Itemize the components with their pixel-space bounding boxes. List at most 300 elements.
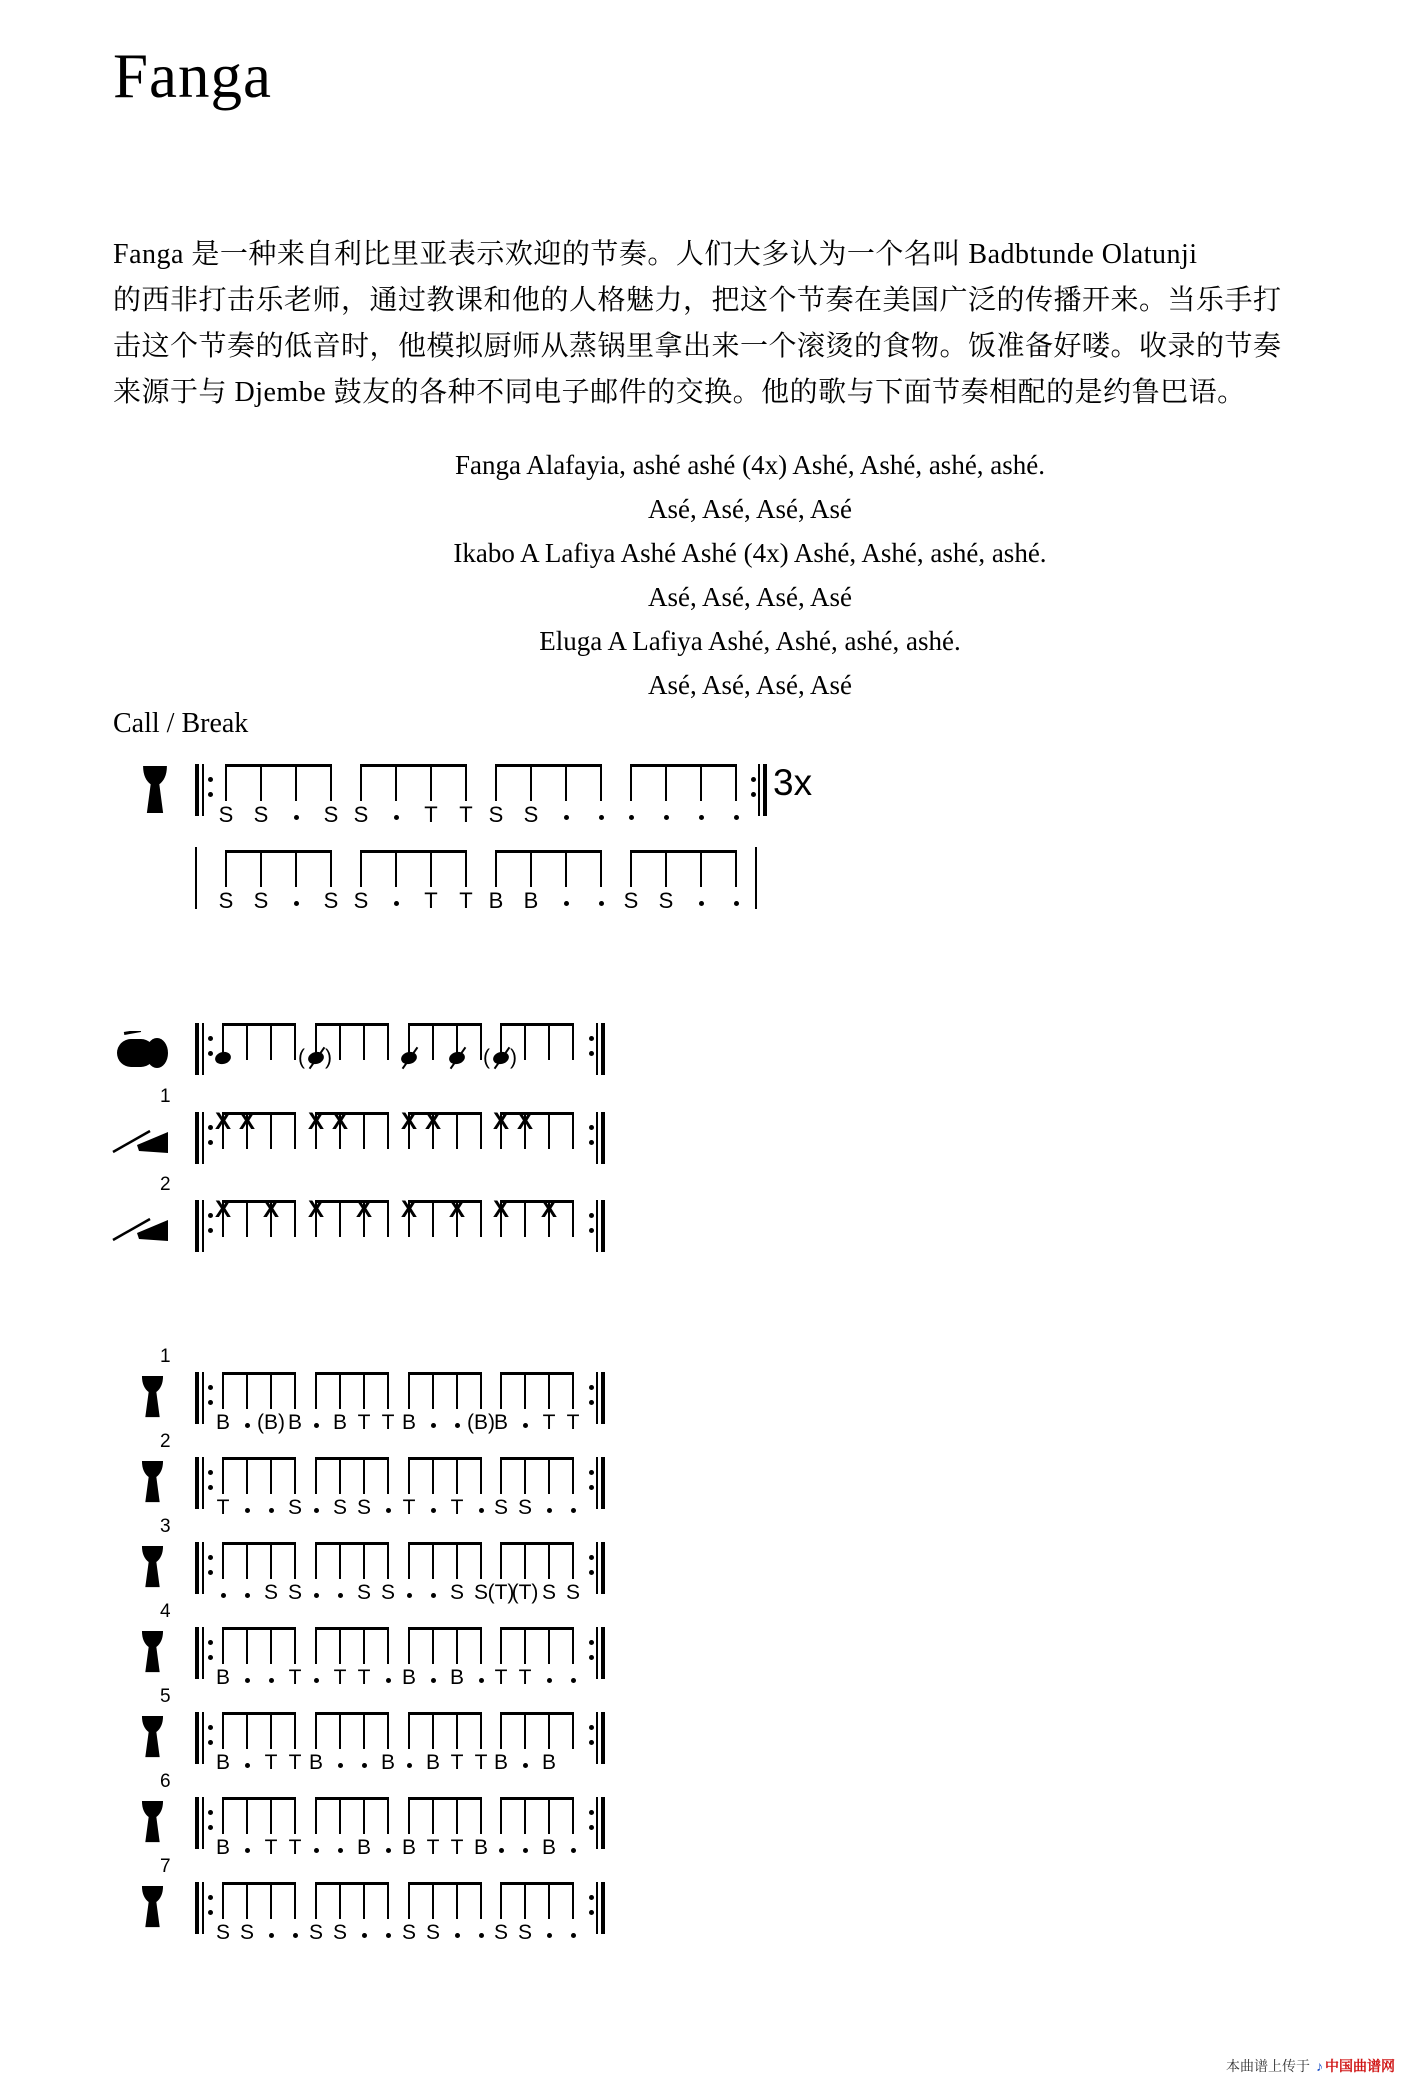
rest-dot — [571, 1678, 576, 1683]
rest-dot — [314, 1423, 319, 1428]
note-stem — [339, 1460, 341, 1494]
rest-dot — [338, 1593, 343, 1598]
note-stem — [408, 1375, 410, 1409]
note-stem — [408, 1630, 410, 1664]
rest-dot — [564, 901, 569, 906]
note-stem — [246, 1715, 248, 1749]
note-stem — [665, 853, 667, 887]
note-stem — [430, 853, 432, 887]
note-stem — [480, 1375, 482, 1409]
barline — [596, 1023, 598, 1075]
note-stem — [432, 1026, 434, 1060]
note-stem — [465, 853, 467, 887]
ghost-paren: ( — [298, 1046, 305, 1069]
beam-group — [214, 1196, 296, 1245]
bell-stroke-x: X — [214, 1108, 231, 1135]
note-stem — [360, 853, 362, 887]
note-stem — [456, 1115, 458, 1149]
note-stem — [500, 1800, 502, 1834]
stroke-letter: T — [426, 1836, 440, 1859]
note-stem — [294, 1545, 296, 1579]
beam-group — [400, 1196, 482, 1245]
barline — [195, 1797, 199, 1849]
stroke-letter: B — [215, 1751, 230, 1774]
note-stem — [572, 1375, 574, 1409]
repeat-dot — [589, 1555, 594, 1560]
part-number: 1 — [160, 1086, 171, 1107]
note-stem — [572, 1715, 574, 1749]
repeat-dot — [589, 1140, 594, 1145]
beam-group — [307, 1108, 389, 1157]
note-stem — [270, 1460, 272, 1494]
note-stem — [408, 1460, 410, 1494]
note-stem — [480, 1115, 482, 1149]
stroke-letter: B — [541, 1836, 556, 1859]
note-stem — [700, 853, 702, 887]
rest-dot — [499, 1848, 504, 1853]
note-stem — [315, 1885, 317, 1919]
note-stem — [432, 1800, 434, 1834]
notation-row-djembe-parts-7 — [110, 1856, 1410, 1954]
stroke-letter: T — [216, 1496, 230, 1519]
note-stem — [548, 1545, 550, 1579]
beam-group — [493, 1712, 574, 1774]
repeat-dot — [589, 1228, 594, 1233]
bell-stroke-x: X — [400, 1196, 417, 1223]
rest-dot — [362, 1763, 367, 1768]
barline — [601, 1372, 605, 1424]
repeat-end-barline — [588, 1712, 610, 1764]
rest-dot — [386, 1508, 391, 1513]
beam-group — [315, 1457, 389, 1519]
note-stem — [432, 1545, 434, 1579]
stroke-letter: S — [401, 1921, 416, 1944]
rest-dot — [629, 815, 634, 820]
end-barline — [755, 847, 757, 909]
notation-row-djembe-parts-3 — [110, 1516, 1410, 1614]
note-stem — [270, 1630, 272, 1664]
repeat-dot — [589, 1213, 594, 1218]
note-stem — [530, 853, 532, 887]
note-stem — [480, 1026, 482, 1060]
stroke-letter: B — [523, 888, 539, 913]
stroke-letter: T — [264, 1751, 278, 1774]
stroke-letter: T — [402, 1496, 416, 1519]
stroke-letter: S — [332, 1496, 347, 1519]
note-stem — [500, 1460, 502, 1494]
repeat-dot — [589, 1640, 594, 1645]
stroke-letter: S — [253, 802, 269, 827]
stroke-letter: S — [356, 1496, 371, 1519]
note-stem — [270, 1800, 272, 1834]
intro-paragraph-line: 来源于与 Djembe 鼓友的各种不同电子邮件的交换。他的歌与下面节奏相配的是约鲁巴语。 — [113, 377, 1246, 408]
note-stem — [339, 1375, 341, 1409]
barline — [202, 1200, 204, 1252]
repeat-dot — [208, 1485, 213, 1490]
note-stem — [565, 853, 567, 887]
note-stem — [465, 767, 467, 801]
lyric-line: Asé, Asé, Asé, Asé — [648, 582, 852, 612]
stroke-letter: B — [380, 1751, 395, 1774]
repeat-dot — [208, 1570, 213, 1575]
stroke-letter: B — [449, 1666, 464, 1689]
note-stem — [432, 1375, 434, 1409]
rest-dot — [407, 1593, 412, 1598]
beam-group — [216, 1457, 302, 1519]
djembe-icon — [142, 766, 168, 814]
beam-group — [492, 1108, 574, 1157]
note-stem — [456, 1715, 458, 1749]
part-number: 6 — [160, 1771, 171, 1792]
stroke-letter: S — [380, 1581, 395, 1604]
repeat-end-barline — [588, 1627, 610, 1679]
stroke-letter: S — [287, 1581, 302, 1604]
part-number: 2 — [160, 1431, 171, 1452]
stroke-letter: B — [308, 1751, 323, 1774]
note-stem — [315, 1460, 317, 1494]
repeat-dot — [208, 1825, 213, 1830]
note-stem — [524, 1375, 526, 1409]
barline — [596, 1542, 598, 1594]
note-stem — [222, 1800, 224, 1834]
rest-dot — [338, 1763, 343, 1768]
note-stem — [548, 1115, 550, 1149]
stroke-letter: S — [493, 1921, 508, 1944]
note-stem — [630, 853, 632, 887]
rest-dot — [293, 1933, 298, 1938]
repeat-dot — [208, 1555, 213, 1560]
repeat-dot — [589, 1051, 594, 1056]
beam-group — [214, 1108, 296, 1157]
note-stem — [408, 1545, 410, 1579]
repeat-end-barline — [588, 1457, 610, 1509]
stroke-letter: B — [493, 1751, 508, 1774]
stroke-letter: B — [401, 1411, 416, 1434]
stroke-letter: S — [323, 802, 339, 827]
note-stem — [524, 1545, 526, 1579]
note-stem — [480, 1800, 482, 1834]
part-number: 7 — [160, 1856, 171, 1877]
notation-row-call-break — [110, 850, 1410, 922]
note-stem — [548, 1715, 550, 1749]
beam-group — [315, 1372, 395, 1434]
rest-dot — [245, 1423, 250, 1428]
barline — [601, 1200, 605, 1252]
stroke-letter: S — [253, 888, 269, 913]
rest-dot — [571, 1848, 576, 1853]
barline — [195, 1542, 199, 1594]
notation-row-accompaniment — [110, 1023, 1410, 1095]
note-stem — [363, 1115, 365, 1149]
repeat-dot — [208, 1385, 213, 1390]
repeat-dot — [208, 1051, 213, 1056]
notation-row-djembe-parts-2 — [110, 1431, 1410, 1529]
note-stem — [524, 1460, 526, 1494]
repeat-count-label: 3x — [773, 762, 813, 803]
stroke-letter: S — [425, 1921, 440, 1944]
barline — [195, 1112, 199, 1164]
repeat-end-barline — [588, 1542, 610, 1594]
rest-dot — [431, 1678, 436, 1683]
rest-dot — [245, 1763, 250, 1768]
djembe-icon — [141, 1886, 164, 1928]
footer-credit — [1226, 2056, 1395, 2076]
note-stem — [295, 767, 297, 801]
beam-group — [402, 1457, 482, 1519]
stroke-letter: B — [541, 1751, 556, 1774]
barline — [195, 764, 199, 816]
stroke-letter: (B) — [257, 1411, 285, 1434]
beam-group — [298, 1023, 389, 1069]
rest-dot — [523, 1848, 528, 1853]
intro-paragraph-line: Fanga 是一种来自利比里亚表示欢迎的节奏。人们大多认为一个名叫 Badbtunde Olatunji — [113, 239, 1198, 270]
rest-dot — [314, 1508, 319, 1513]
beam-group — [215, 1797, 302, 1859]
barline — [596, 1372, 598, 1424]
bell-stroke-x: X — [331, 1108, 348, 1135]
djembe-icon — [141, 1461, 164, 1503]
note-stem — [339, 1715, 341, 1749]
repeat-dot — [208, 1895, 213, 1900]
note-stem — [480, 1203, 482, 1237]
repeat-dot — [589, 1385, 594, 1390]
beam-group — [222, 1542, 302, 1604]
note-stem — [432, 1885, 434, 1919]
note-stem — [432, 1203, 434, 1237]
barline — [195, 1200, 199, 1252]
rest-dot — [699, 901, 704, 906]
djembe-icon — [141, 1546, 164, 1588]
note-stem — [500, 1545, 502, 1579]
note-stem — [246, 1630, 248, 1664]
ghost-paren: ) — [510, 1046, 517, 1069]
note-stem — [548, 1800, 550, 1834]
notation-row-call-break — [110, 764, 1410, 836]
note-stem — [387, 1203, 389, 1237]
stroke-letter: S — [517, 1496, 532, 1519]
note-stem — [295, 853, 297, 887]
note-stem — [432, 1715, 434, 1749]
note-stem — [387, 1115, 389, 1149]
note-stem — [387, 1026, 389, 1060]
repeat-dot — [751, 777, 756, 782]
stroke-letter: S — [332, 1921, 347, 1944]
beam-group — [308, 1712, 395, 1774]
note-stem — [339, 1203, 341, 1237]
note-stem — [600, 853, 602, 887]
stroke-letter: S — [215, 1921, 230, 1944]
rest-dot — [269, 1508, 274, 1513]
barline — [202, 1112, 204, 1164]
lyric-line: Asé, Asé, Asé, Asé — [648, 670, 852, 700]
note-stem — [408, 1885, 410, 1919]
note-stem — [315, 1375, 317, 1409]
page-title: Fanga — [113, 41, 272, 111]
repeat-dot — [208, 1470, 213, 1475]
bell-stroke-x: X — [492, 1108, 509, 1135]
repeat-dot — [589, 1125, 594, 1130]
barline — [601, 1882, 605, 1934]
note-stem — [246, 1026, 248, 1060]
shekere-shaker-icon — [116, 1031, 170, 1071]
note-stem — [572, 1885, 574, 1919]
note-stem — [222, 1885, 224, 1919]
note-stem — [565, 767, 567, 801]
notation-row-djembe-parts-1 — [110, 1346, 1410, 1444]
bell-stroke-x: X — [492, 1196, 509, 1223]
rest-dot — [269, 1678, 274, 1683]
repeat-dot — [589, 1825, 594, 1830]
repeat-dot — [589, 1810, 594, 1815]
beam-group — [408, 1542, 488, 1604]
stroke-letter: (B) — [467, 1411, 495, 1434]
beam-group — [408, 1712, 488, 1774]
note-stem — [225, 767, 227, 801]
rest-dot — [394, 815, 399, 820]
repeat-dot — [208, 1228, 213, 1233]
rest-dot — [338, 1848, 343, 1853]
barline — [195, 1882, 199, 1934]
beam-group — [315, 1797, 389, 1859]
note-stem — [246, 1460, 248, 1494]
djembe-icon — [141, 1631, 164, 1673]
barline — [202, 1712, 204, 1764]
stroke-letter: T — [288, 1836, 302, 1859]
note-stem — [360, 767, 362, 801]
barline — [601, 1797, 605, 1849]
stroke-letter: T — [518, 1666, 532, 1689]
rest-dot — [245, 1593, 250, 1598]
repeat-dot — [589, 1895, 594, 1900]
rest-dot — [599, 901, 604, 906]
repeat-end-barline — [750, 764, 772, 816]
bell-stroke-x: X — [307, 1108, 324, 1135]
note-stem — [270, 1375, 272, 1409]
rest-dot — [734, 815, 739, 820]
stroke-letter: S — [473, 1581, 488, 1604]
rest-dot — [571, 1508, 576, 1513]
bell-stroke-x: X — [307, 1196, 324, 1223]
barline — [596, 1457, 598, 1509]
note-stem — [339, 1545, 341, 1579]
beam-group — [215, 1882, 296, 1944]
barline — [195, 1712, 199, 1764]
lyric-line: Fanga Alafayia, ashé ashé (4x) Ashé, Ashé, ashé, ashé. — [454, 450, 1046, 480]
stroke-letter: B — [473, 1836, 488, 1859]
note-stem — [432, 1630, 434, 1664]
note-stem — [572, 1460, 574, 1494]
stroke-letter: S — [658, 888, 674, 913]
repeat-dot — [208, 1810, 213, 1815]
note-stem — [330, 767, 332, 801]
rest-dot — [245, 1848, 250, 1853]
barline — [202, 1023, 204, 1075]
note-stem — [408, 1800, 410, 1834]
rest-dot — [314, 1593, 319, 1598]
note-stem — [363, 1375, 365, 1409]
note-stem — [294, 1800, 296, 1834]
repeat-dot — [208, 792, 213, 797]
note-stem — [270, 1715, 272, 1749]
beam-group — [353, 850, 473, 913]
repeat-dot — [589, 1400, 594, 1405]
note-stem — [524, 1715, 526, 1749]
note-stem — [260, 853, 262, 887]
note-stem — [294, 1026, 296, 1060]
note-stem — [600, 767, 602, 801]
repeat-dot — [208, 1740, 213, 1745]
stroke-letter: S — [353, 888, 369, 913]
stroke-letter: (T) — [487, 1581, 515, 1604]
barline — [202, 1627, 204, 1679]
note-stem — [270, 1545, 272, 1579]
intro-paragraph-line: 的西非打击乐老师，通过教课和他的人格魅力，把这个节奏在美国广泛的传播开来。当乐手打 — [113, 285, 1282, 316]
note-stem — [222, 1630, 224, 1664]
part-number: 2 — [160, 1174, 171, 1195]
note-stem — [430, 767, 432, 801]
rest-dot — [314, 1678, 319, 1683]
note-stem — [260, 767, 262, 801]
note-stem — [294, 1630, 296, 1664]
barline — [202, 1372, 204, 1424]
ghost-paren: ( — [483, 1046, 490, 1069]
stroke-letter: S — [239, 1921, 254, 1944]
repeat-start-barline — [195, 1542, 217, 1594]
rest-dot — [455, 1423, 460, 1428]
rest-dot — [699, 815, 704, 820]
barline — [202, 1457, 204, 1509]
stroke-letter: S — [565, 1581, 580, 1604]
barline — [596, 1712, 598, 1764]
note-stem — [387, 1715, 389, 1749]
rest-dot — [386, 1678, 391, 1683]
note-stem — [363, 1715, 365, 1749]
barline — [195, 1372, 199, 1424]
djembe-icon — [141, 1716, 164, 1758]
beam-group — [315, 1542, 395, 1604]
rest-dot — [294, 815, 299, 820]
rest-dot — [431, 1508, 436, 1513]
note-stem — [246, 1800, 248, 1834]
repeat-dot — [589, 1036, 594, 1041]
note-stem — [665, 767, 667, 801]
bell-stroke-x: X — [516, 1108, 533, 1135]
rest-dot — [547, 1933, 552, 1938]
stroke-letter: T — [494, 1666, 508, 1689]
repeat-end-barline — [588, 1797, 610, 1849]
note-stem — [330, 853, 332, 887]
rest-dot — [386, 1848, 391, 1853]
barline — [596, 1200, 598, 1252]
ghost-paren: ) — [325, 1046, 332, 1069]
repeat-dot — [208, 1910, 213, 1915]
barline — [601, 1112, 605, 1164]
bell-stroke-x: X — [238, 1108, 255, 1135]
stroke-letter: T — [357, 1411, 371, 1434]
note-stem — [222, 1715, 224, 1749]
stroke-letter: B — [488, 888, 504, 913]
beam-group — [215, 1372, 302, 1434]
stroke-letter: T — [566, 1411, 580, 1434]
barline — [601, 1542, 605, 1594]
note-stem — [735, 853, 737, 887]
note-stem — [524, 1800, 526, 1834]
repeat-start-barline — [195, 1023, 217, 1075]
note-stem — [387, 1630, 389, 1664]
stroke-letter: T — [450, 1836, 464, 1859]
note-stem — [524, 1630, 526, 1664]
repeat-dot — [589, 1570, 594, 1575]
